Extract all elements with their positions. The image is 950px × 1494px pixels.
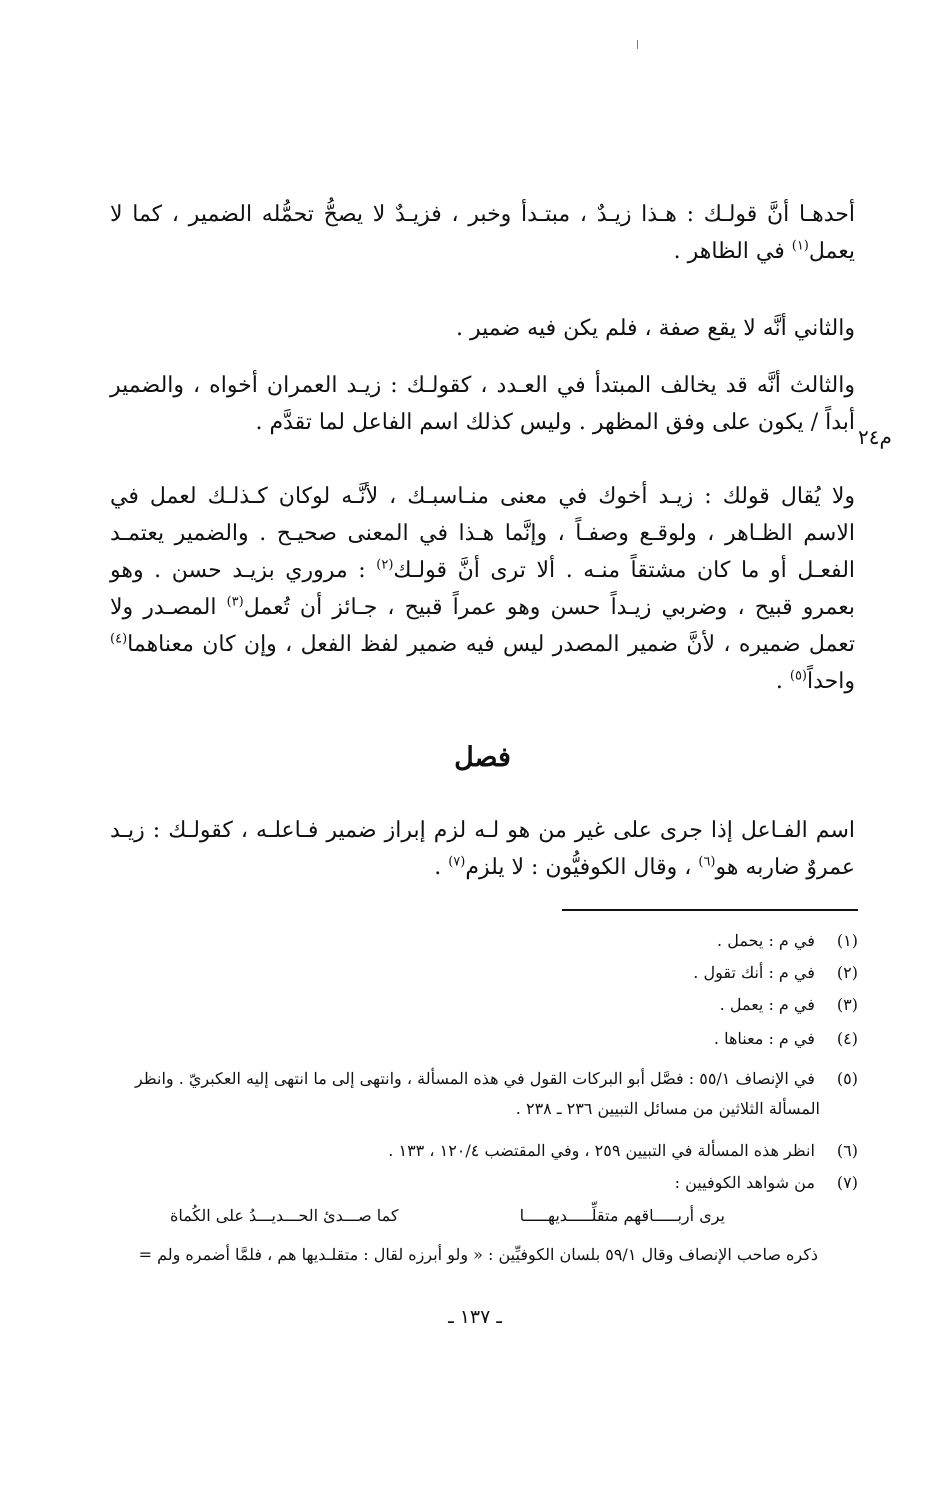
footnote-text: في الإنصاف ٥٥/١ : فصَّل أبو البركات القول في هذه المسألة ، وانتهى إلى ما انتهى إليه العكبريّ . وانظر: [135, 1069, 815, 1088]
paragraph-1: [110, 196, 855, 270]
paragraph-4: [110, 478, 855, 700]
paragraph-5-text-a: اسم الفـاعل إذا جرى على غير من هو لـه لزم إبراز ضمير فـاعلـه ، كقولـك : زيـد عمروٌ ضاربه هو: [110, 818, 855, 880]
verse-first-hemistich: يرى أربـــــاقهم متقلِّـــــديهـــــا: [519, 1206, 725, 1225]
manuscript-marker: م٢٤: [858, 425, 892, 449]
footnote-7: [88, 1168, 858, 1198]
footnote-text: انظر هذه المسألة في التبيين ٢٥٩ ، وفي المقتضب ١٢٠/٤ ، ١٣٣ .: [388, 1141, 815, 1160]
footnote-6: [88, 1136, 858, 1166]
paragraph-5-text-b: ، وقال الكوفيُّون : لا يلزم: [465, 855, 699, 880]
section-heading: فصل: [454, 742, 511, 773]
footnote-text: في م : أنك تقول .: [693, 963, 815, 982]
footnote-3: [88, 990, 858, 1020]
footnote-2: [88, 958, 858, 988]
footnote-text: في م : يحمل .: [717, 931, 815, 950]
paragraph-5: [110, 812, 855, 886]
footnote-ref-1[interactable]: (١): [791, 238, 809, 254]
footnote-separator: [562, 909, 858, 911]
paragraph-4-text-b: : مروري بزيـد حسن . وهو بعمرو قبيح ، وضربي زيـداً حسن وهو عمراً قبيح ، جـائز أن تُعمل: [110, 558, 855, 620]
footnote-number: (٥): [836, 1069, 858, 1088]
footnote-number: (٣): [836, 995, 858, 1014]
paragraph-1-text: أحدهـا أنَّ قولـك : هـذا زيـدٌ ، مبتـدأ وخبر ، فزيـدٌ لا يصحُّ تحمُّله الضمير ، كما لا يعمل: [110, 202, 855, 264]
footnote-5: [88, 1064, 858, 1124]
paragraph-2: [110, 310, 855, 347]
footnote-ref-5[interactable]: (٥): [789, 668, 807, 684]
verse-second-hemistich: كما صـــدئ الحـــديـــدُ على الكُماة: [170, 1206, 399, 1225]
paragraph-3: [110, 367, 855, 441]
footnote-number: (٢): [836, 963, 858, 982]
paragraph-4-text-d: واحداً: [807, 669, 855, 694]
paragraph-4-text-c: المصـدر ولا تعمل ضميره ، لأنَّ ضمير المصدر ليس فيه ضمير لفظ الفعل ، وإن كان معناهما: [110, 595, 855, 657]
footnote-text-continued: المسألة الثلاثين من مسائل التبيين ٢٣٦ ـ ٢٣٨ .: [515, 1099, 820, 1118]
page-number: ـ ١٣٧ ـ: [448, 1306, 502, 1328]
footnote-ref-7[interactable]: (٧): [448, 854, 466, 870]
footnote-text: من شواهد الكوفيين :: [674, 1173, 815, 1192]
footnote-number: (٤): [836, 1029, 858, 1048]
footnote-number: (٧): [836, 1173, 858, 1192]
footnote-text: في م : يعمل .: [719, 995, 815, 1014]
footnote-ref-4[interactable]: (٤): [110, 631, 128, 647]
scan-mark: [637, 40, 638, 49]
paragraph-5-text-c: .: [434, 855, 449, 880]
footnote-ref-6[interactable]: (٦): [698, 854, 716, 870]
footnote-number: (١): [836, 931, 858, 950]
paragraph-2-text: والثاني أنَّه لا يقع صفة ، فلم يكن فيه ضمير .: [456, 316, 855, 341]
paragraph-1-end: في الظاهر .: [673, 239, 792, 264]
footnote-ref-2[interactable]: (٢): [376, 557, 394, 573]
footnote-1: [88, 926, 858, 956]
footnote-number: (٦): [836, 1141, 858, 1160]
footnote-text: في م : معناها .: [713, 1029, 815, 1048]
footnote-7-continuation: ذكره صاحب الإنصاف وقال ٥٩/١ بلسان الكوفيِّين : « ولو أبرزه لقال : متقلـديها هم ، فلمَّا أضمره ولم =: [138, 1245, 818, 1264]
paragraph-3-text: والثالث أنَّه قد يخالف المبتدأ في العـدد ، كقولـك : زيـد العمران أخواه ، والضمير أبداً / يكون على وفق المظهر . وليس كذلك اسم الفاعل لما تقدَّم .: [110, 373, 855, 435]
paragraph-4-text-a: ولا يُقال قولك : زيـد أخوك في معنى منـاسبـك ، لأنَّـه لوكان كـذلـك لعمل في الاسم الظـاهر ، ولوقـع وصفـاً ، وإنَّما هـذا في المعنى صحيـح . والضمير يعتمـد الفعـل أو ما كان مشتقاً منـه . ألا ترى أنَّ قولـك: [110, 484, 856, 583]
footnote-4: [88, 1024, 858, 1054]
footnote-ref-3[interactable]: (٣): [226, 594, 244, 610]
paragraph-4-text-e: .: [775, 669, 790, 694]
poetry-verse: [170, 1206, 725, 1225]
